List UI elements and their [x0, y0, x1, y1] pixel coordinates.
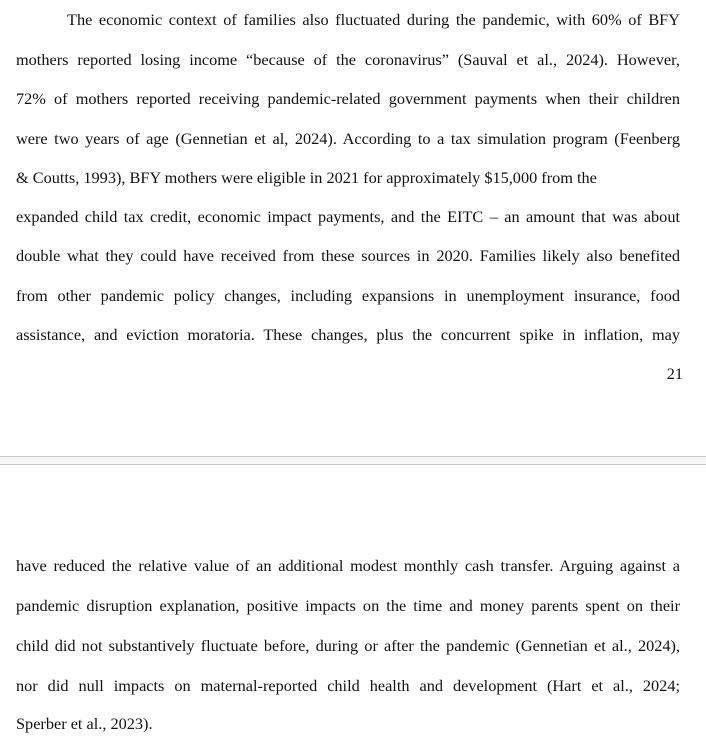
- text-line: were two years of age (Gennetian et al, 2024). According to a tax simulation program (Feenberg: [16, 129, 680, 148]
- text-line: Sperber et al., 2023).: [16, 714, 153, 733]
- text-line: nor did null impacts on maternal-reported child health and development (Hart et al., 2024;: [16, 676, 680, 695]
- text-line: have reduced the relative value of an additional modest monthly cash transfer. Arguing against a: [16, 556, 680, 575]
- text-line: assistance, and eviction moratoria. These changes, plus the concurrent spike in inflation, may: [16, 325, 680, 344]
- text-line: mothers reported losing income “because of the coronavirus” (Sauval et al., 2024). However,: [16, 50, 680, 69]
- text-line: child did not substantively fluctuate before, during or after the pandemic (Gennetian et al., 2024),: [16, 636, 680, 655]
- page-number: 21: [666, 364, 683, 383]
- page-break-divider: [0, 456, 706, 465]
- text-line: double what they could have received from these sources in 2020. Families likely also benefited: [16, 246, 680, 265]
- text-line: 72% of mothers reported receiving pandemic-related government payments when their children: [16, 89, 680, 108]
- text-line: expanded child tax credit, economic impact payments, and the EITC – an amount that was about: [16, 207, 680, 226]
- text-line: & Coutts, 1993), BFY mothers were eligible in 2021 for approximately $15,000 from the: [16, 168, 597, 187]
- text-line: pandemic disruption explanation, positive impacts on the time and money parents spent on their: [16, 596, 680, 615]
- text-line: from other pandemic policy changes, including expansions in unemployment insurance, food: [16, 286, 680, 305]
- text-line: The economic context of families also fluctuated during the pandemic, with 60% of BFY: [67, 10, 680, 29]
